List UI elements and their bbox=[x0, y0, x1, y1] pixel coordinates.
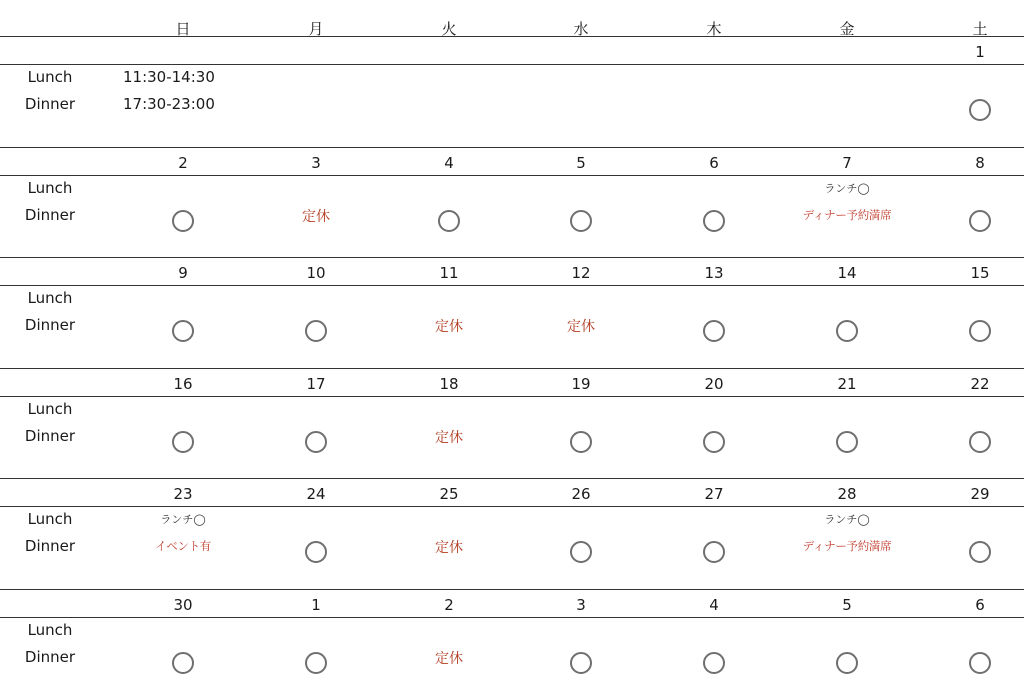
available-circle-icon bbox=[570, 431, 592, 453]
divider-line bbox=[0, 478, 1024, 479]
divider-line bbox=[0, 285, 1024, 286]
date-number: 27 bbox=[704, 485, 724, 503]
lunch-label: Lunch bbox=[27, 68, 73, 86]
date-number: 4 bbox=[444, 154, 454, 172]
date-number: 4 bbox=[709, 596, 719, 614]
date-number: 10 bbox=[306, 264, 326, 282]
lunch-label: Lunch bbox=[27, 510, 73, 528]
available-circle-icon bbox=[703, 210, 725, 232]
divider-line bbox=[0, 589, 1024, 590]
available-circle-icon bbox=[836, 320, 858, 342]
available-circle-icon bbox=[969, 99, 991, 121]
divider-line bbox=[0, 64, 1024, 65]
dinner-hours: 17:30-23:00 bbox=[123, 95, 215, 113]
available-circle-icon bbox=[438, 210, 460, 232]
available-circle-icon bbox=[172, 431, 194, 453]
weekday-header: 水 bbox=[573, 20, 589, 38]
lunch-available-note: ランチ◯ bbox=[824, 182, 870, 195]
available-circle-icon bbox=[703, 431, 725, 453]
date-number: 14 bbox=[837, 264, 857, 282]
date-number: 25 bbox=[439, 485, 459, 503]
date-number: 9 bbox=[178, 264, 188, 282]
date-number: 7 bbox=[842, 154, 852, 172]
available-circle-icon bbox=[969, 652, 991, 674]
available-circle-icon bbox=[836, 431, 858, 453]
date-number: 17 bbox=[306, 375, 326, 393]
date-number: 12 bbox=[571, 264, 591, 282]
lunch-hours: 11:30-14:30 bbox=[123, 68, 215, 86]
available-circle-icon bbox=[172, 652, 194, 674]
available-circle-icon bbox=[305, 541, 327, 563]
closed-day-label: 定休 bbox=[435, 319, 463, 335]
dinner-label: Dinner bbox=[24, 537, 76, 555]
date-number: 18 bbox=[439, 375, 459, 393]
date-number: 23 bbox=[173, 485, 193, 503]
date-number: 6 bbox=[975, 596, 985, 614]
available-circle-icon bbox=[172, 210, 194, 232]
event-note: イベント有 bbox=[155, 539, 211, 553]
available-circle-icon bbox=[969, 541, 991, 563]
available-circle-icon bbox=[703, 652, 725, 674]
divider-line bbox=[0, 257, 1024, 258]
date-number: 28 bbox=[837, 485, 857, 503]
date-number: 2 bbox=[178, 154, 188, 172]
divider-line bbox=[0, 368, 1024, 369]
closed-day-label: 定休 bbox=[567, 319, 595, 335]
dinner-label: Dinner bbox=[24, 95, 76, 113]
available-circle-icon bbox=[969, 320, 991, 342]
date-number: 1 bbox=[975, 43, 985, 61]
available-circle-icon bbox=[305, 320, 327, 342]
divider-line bbox=[0, 147, 1024, 148]
date-number: 2 bbox=[444, 596, 454, 614]
divider-line bbox=[0, 506, 1024, 507]
date-number: 3 bbox=[576, 596, 586, 614]
closed-day-label: 定休 bbox=[435, 540, 463, 556]
divider-line bbox=[0, 36, 1024, 37]
lunch-label: Lunch bbox=[27, 621, 73, 639]
weekday-header: 木 bbox=[706, 20, 722, 38]
date-number: 1 bbox=[311, 596, 321, 614]
available-circle-icon bbox=[305, 652, 327, 674]
date-number: 24 bbox=[306, 485, 326, 503]
closed-day-label: 定休 bbox=[302, 209, 330, 225]
lunch-available-note: ランチ◯ bbox=[160, 513, 206, 526]
available-circle-icon bbox=[570, 210, 592, 232]
available-circle-icon bbox=[305, 431, 327, 453]
date-number: 13 bbox=[704, 264, 724, 282]
date-number: 5 bbox=[576, 154, 586, 172]
date-number: 8 bbox=[975, 154, 985, 172]
date-number: 26 bbox=[571, 485, 591, 503]
divider-line bbox=[0, 396, 1024, 397]
date-number: 11 bbox=[439, 264, 459, 282]
weekday-header: 火 bbox=[441, 20, 457, 38]
dinner-label: Dinner bbox=[24, 427, 76, 445]
divider-line bbox=[0, 617, 1024, 618]
date-number: 16 bbox=[173, 375, 193, 393]
available-circle-icon bbox=[570, 652, 592, 674]
lunch-label: Lunch bbox=[27, 179, 73, 197]
divider-line bbox=[0, 175, 1024, 176]
weekday-header: 月 bbox=[308, 20, 324, 38]
weekday-header: 金 bbox=[839, 20, 855, 38]
dinner-label: Dinner bbox=[24, 316, 76, 334]
available-circle-icon bbox=[969, 210, 991, 232]
date-number: 29 bbox=[970, 485, 990, 503]
date-number: 15 bbox=[970, 264, 990, 282]
dinner-full-note: ディナー予約満席 bbox=[802, 208, 892, 222]
available-circle-icon bbox=[570, 541, 592, 563]
available-circle-icon bbox=[172, 320, 194, 342]
dinner-label: Dinner bbox=[24, 206, 76, 224]
dinner-label: Dinner bbox=[24, 648, 76, 666]
lunch-label: Lunch bbox=[27, 400, 73, 418]
available-circle-icon bbox=[703, 320, 725, 342]
closed-day-label: 定休 bbox=[435, 651, 463, 667]
date-number: 21 bbox=[837, 375, 857, 393]
available-circle-icon bbox=[703, 541, 725, 563]
closed-day-label: 定休 bbox=[435, 430, 463, 446]
lunch-label: Lunch bbox=[27, 289, 73, 307]
lunch-available-note: ランチ◯ bbox=[824, 513, 870, 526]
date-number: 19 bbox=[571, 375, 591, 393]
date-number: 5 bbox=[842, 596, 852, 614]
weekday-header: 土 bbox=[972, 20, 988, 38]
available-circle-icon bbox=[836, 652, 858, 674]
date-number: 22 bbox=[970, 375, 990, 393]
date-number: 20 bbox=[704, 375, 724, 393]
date-number: 3 bbox=[311, 154, 321, 172]
available-circle-icon bbox=[969, 431, 991, 453]
dinner-full-note: ディナー予約満席 bbox=[802, 539, 892, 553]
date-number: 30 bbox=[173, 596, 193, 614]
date-number: 6 bbox=[709, 154, 719, 172]
weekday-header: 日 bbox=[175, 20, 191, 38]
